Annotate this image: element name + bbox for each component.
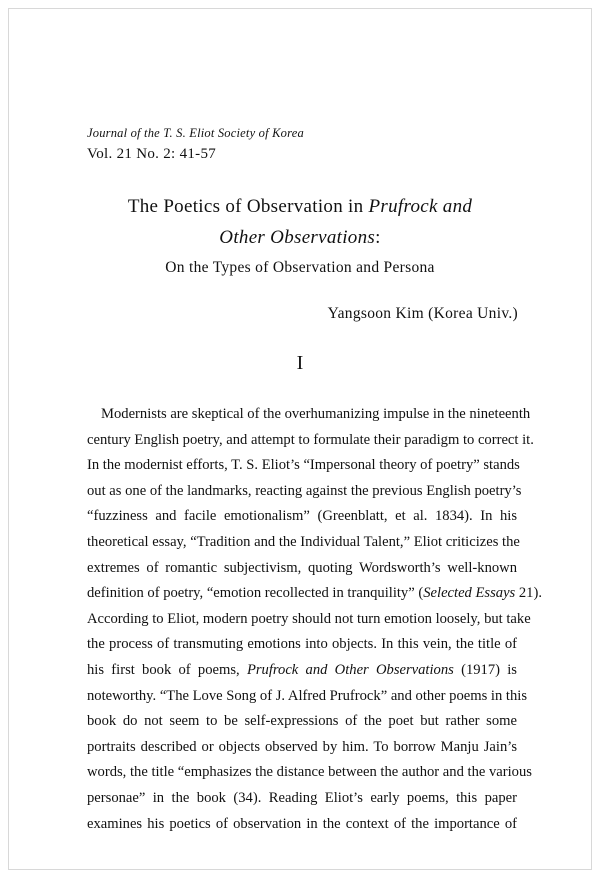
body-text: words, the title “emphasizes the distance between the author and the various [87, 764, 532, 781]
body-line [87, 632, 517, 658]
article-subtitle: On the Types of Observation and Persona [165, 259, 435, 276]
body-paragraph [87, 402, 542, 837]
body-line [87, 504, 517, 530]
body-text: extremes of romantic subjectivism, quoting Wordsworth’s well-known [87, 559, 517, 576]
volume-info: Vol. 21 No. 2: 41-57 [87, 146, 217, 162]
body-text: out as one of the landmarks, reacting against the previous English poetry’s [87, 482, 522, 499]
body-text: Modernists are skeptical of the overhumanizing impulse in the nineteenth [101, 406, 531, 422]
body-line [87, 581, 542, 607]
body-text: portraits described or objects observed by him. To borrow Manju Jain’s [87, 738, 517, 755]
body-text: (1917) is [453, 661, 517, 678]
body-text: definition of poetry, “emotion recollected in tranquility” ( [87, 585, 424, 602]
body-text: In the modernist efforts, T. S. Eliot’s “Impersonal theory of poetry” stands [87, 457, 520, 474]
body-line [87, 735, 517, 761]
body-line [87, 428, 534, 454]
title-italic-text-2: Other Observations [219, 227, 376, 248]
body-line [87, 812, 517, 838]
article-title-line-2 [0, 227, 600, 249]
body-line [87, 556, 517, 582]
body-line [87, 530, 520, 556]
body-text: theoretical essay, “Tradition and the Individual Talent,” Eliot criticizes the [87, 533, 520, 550]
body-line [87, 709, 517, 735]
body-text: noteworthy. “The Love Song of J. Alfred Prufrock” and other poems in this [87, 687, 528, 704]
body-text: According to Eliot, modern poetry should not turn emotion loosely, but take [87, 610, 531, 627]
body-text: personae” in the book (34). Reading Eliot’s early poems, this paper [87, 789, 517, 806]
title-suffix: : [375, 227, 381, 248]
body-text: century English poetry, and attempt to formulate their paradigm to correct it. [87, 431, 534, 448]
body-line [87, 786, 517, 812]
body-line [87, 479, 522, 505]
body-text: his first book of poems, [87, 661, 247, 678]
article-title-line-1 [0, 196, 600, 218]
body-text: 21). [515, 585, 542, 602]
body-line [87, 760, 532, 786]
body-line [87, 658, 517, 684]
body-text: book do not seem to be self-expressions of the poet but rather some [87, 713, 517, 730]
body-line [87, 453, 520, 479]
section-heading: I [296, 352, 304, 374]
italic-title-reference: Selected Essays [423, 585, 516, 602]
body-line [87, 607, 531, 633]
title-text: The Poetics of Observation in [127, 196, 369, 217]
body-line [87, 684, 528, 710]
body-text: the process of transmuting emotions into objects. In this vein, the title of [87, 636, 517, 653]
title-italic-text: Prufrock and [368, 196, 473, 217]
body-text: examines his poetics of observation in the context of the importance of [87, 815, 517, 832]
body-line [87, 402, 531, 428]
body-text: “fuzziness and facile emotionalism” (Greenblatt, et al. 1834). In his [87, 508, 517, 525]
author-affiliation: Yangsoon Kim (Korea Univ.) [327, 305, 518, 322]
italic-title-reference: Prufrock and Other Observations [246, 661, 454, 678]
journal-name: Journal of the T. S. Eliot Society of Korea [87, 126, 304, 140]
